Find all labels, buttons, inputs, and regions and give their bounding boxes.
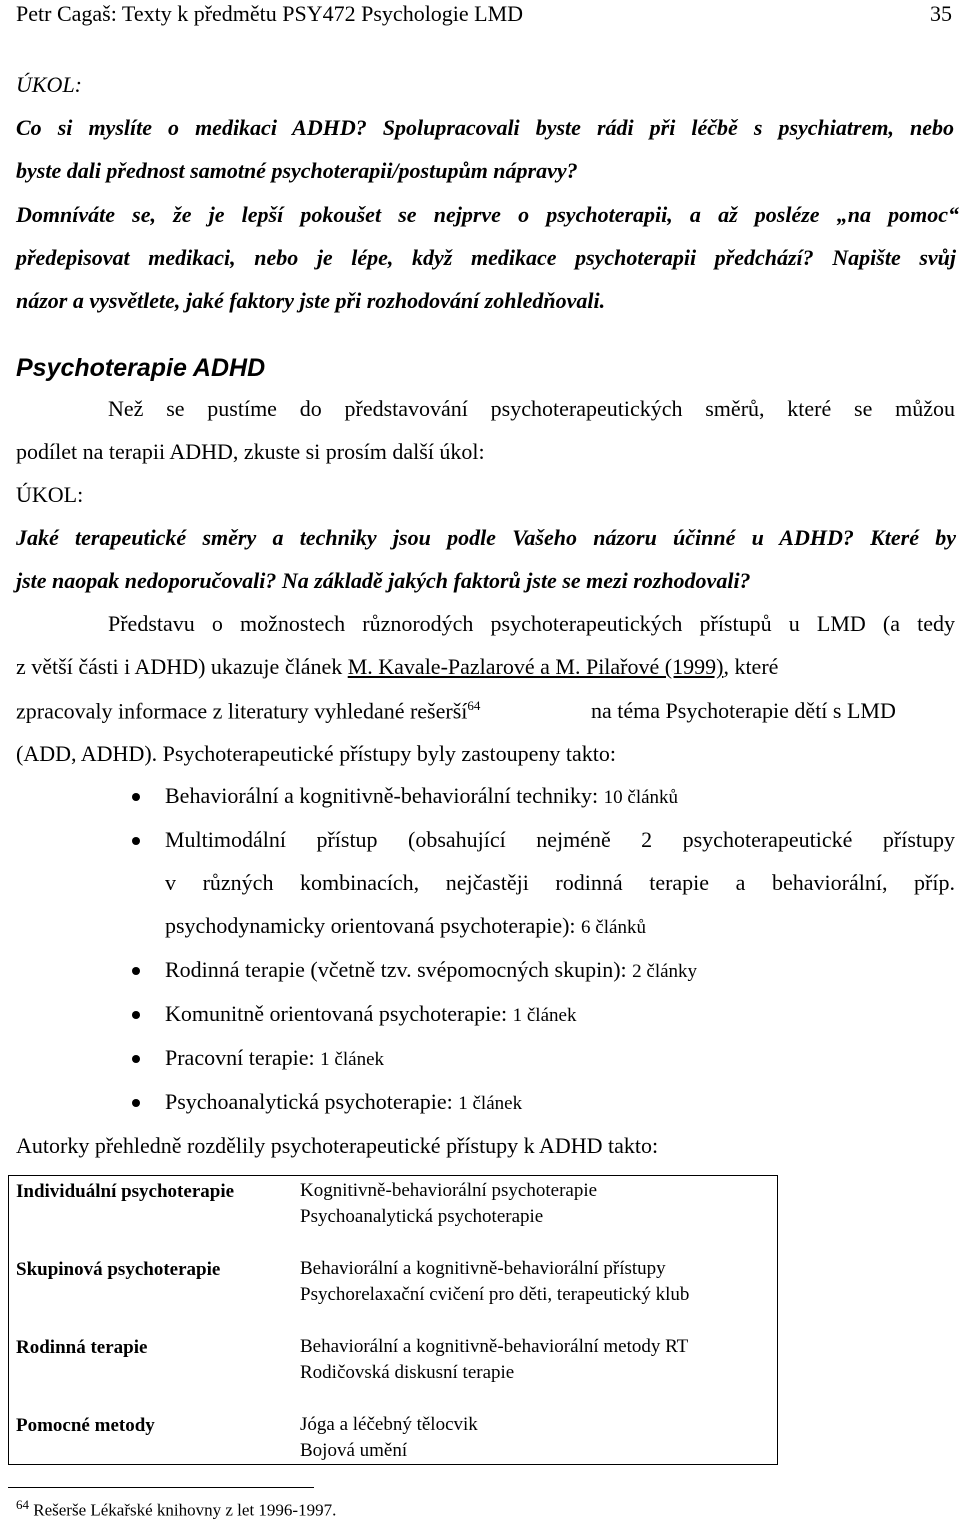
intro-line: podílet na terapii ADHD, zkuste si prosím další úkol: bbox=[16, 439, 485, 464]
list-item: psychodynamicky orientovaná psychoterapie): 6 článků bbox=[165, 913, 646, 938]
task-line: jste naopak nedoporučovali? Na základě jakých faktorů jste se mezi rozhodovali? bbox=[16, 568, 751, 593]
task-line: názor a vysvětlete, jaké faktory jste při rozhodování zohledňovali. bbox=[16, 288, 606, 313]
running-title: Petr Cagaš: Texty k předmětu PSY472 Psychologie LMD bbox=[16, 1, 524, 26]
task-label: ÚKOL: bbox=[16, 72, 83, 97]
summary-line: Autorky přehledně rozdělily psychoterapeutické přístupy k ADHD takto: bbox=[16, 1133, 659, 1158]
list-item: Psychoanalytická psychoterapie: 1 článek bbox=[165, 1089, 523, 1114]
body-line: na téma Psychoterapie dětí s LMD bbox=[591, 698, 896, 723]
list-item: v různých kombinacích, nejčastěji rodinná terapie a behaviorální, příp. bbox=[165, 870, 955, 895]
footnote bbox=[16, 1497, 336, 1521]
footnote-rule bbox=[8, 1487, 314, 1488]
table-items: Jóga a léčebný tělocvik Bojová umění bbox=[300, 1414, 478, 1461]
footnote-number: 64 bbox=[16, 1497, 29, 1512]
list-item: Pracovní terapie: 1 článek bbox=[165, 1045, 384, 1070]
task-line: Co si myslíte o medikaci ADHD? Spolupracovali byste rádi při léčbě s psychiatrem, nebo bbox=[16, 115, 954, 140]
bullet-dot bbox=[132, 1011, 140, 1019]
bullet-dot bbox=[132, 1055, 140, 1063]
bullet-dot bbox=[132, 793, 140, 801]
table-items: Behaviorální a kognitivně-behaviorální přístupy Psychorelaxační cvičení pro děti, terapeutický klub bbox=[300, 1258, 690, 1305]
list-item: Behaviorální a kognitivně-behaviorální techniky: 10 článků bbox=[165, 783, 679, 808]
citation-authors: M. Kavale-Pazlarové a M. Pilařové (1999) bbox=[347, 654, 724, 679]
list-item: Komunitně orientovaná psychoterapie: 1 článek bbox=[165, 1001, 577, 1026]
table-category: Pomocné metody bbox=[16, 1415, 155, 1436]
task-line: Jaké terapeutické směry a techniky jsou podle Vašeho názoru účinné u ADHD? Které by bbox=[16, 525, 956, 550]
list-item: Rodinná terapie (včetně tzv. svépomocných skupin): 2 články bbox=[165, 957, 698, 982]
page-number: 35 bbox=[930, 1, 952, 26]
task-line: byste dali přednost samotné psychoterapii/postupům nápravy? bbox=[16, 158, 578, 183]
footnote-ref: 64 bbox=[467, 698, 481, 713]
intro-line: Než se pustíme do představování psychoterapeutických směrů, které se můžou bbox=[108, 396, 955, 421]
table-category: Individuální psychoterapie bbox=[16, 1181, 235, 1202]
task-label: ÚKOL: bbox=[16, 482, 84, 507]
list-item: Multimodální přístup (obsahující nejméně 2 psychoterapeutické přístupy bbox=[165, 827, 955, 852]
body-line: z větší části i ADHD) ukazuje článek M. Kavale-Pazlarové a M. Pilařové (1999), které bbox=[16, 654, 779, 679]
table-category: Rodinná terapie bbox=[16, 1337, 148, 1358]
table-items: Behaviorální a kognitivně-behaviorální metody RT Rodičovská diskusní terapie bbox=[300, 1336, 689, 1383]
bullet-dot bbox=[132, 967, 140, 975]
footnote-text: Rešerše Lékařské knihovny z let 1996-1997. bbox=[29, 1500, 337, 1520]
section-heading: Psychoterapie ADHD bbox=[16, 354, 266, 382]
task-line: Domníváte se, že je lepší pokoušet se nejprve o psychoterapii, a až posléze „na pomoc“ bbox=[16, 202, 959, 227]
body-line: zpracovaly informace z literatury vyhledané rešerší$^{64}$ bbox=[16, 698, 481, 724]
table-category: Skupinová psychoterapie bbox=[16, 1259, 221, 1280]
bullet-dot bbox=[132, 1099, 140, 1107]
bullet-dot bbox=[132, 837, 140, 845]
body-line: (ADD, ADHD). Psychoterapeutické přístupy byly zastoupeny takto: bbox=[16, 741, 616, 766]
task-line: předepisovat medikaci, nebo je lépe, když medikace psychoterapii předchází? Napište svůj bbox=[16, 245, 956, 270]
approaches-table bbox=[8, 1175, 778, 1465]
table-items: Kognitivně-behaviorální psychoterapie Psychoanalytická psychoterapie bbox=[300, 1180, 598, 1227]
body-line: Představu o možnostech různorodých psychoterapeutických přístupů u LMD (a tedy bbox=[108, 611, 955, 636]
